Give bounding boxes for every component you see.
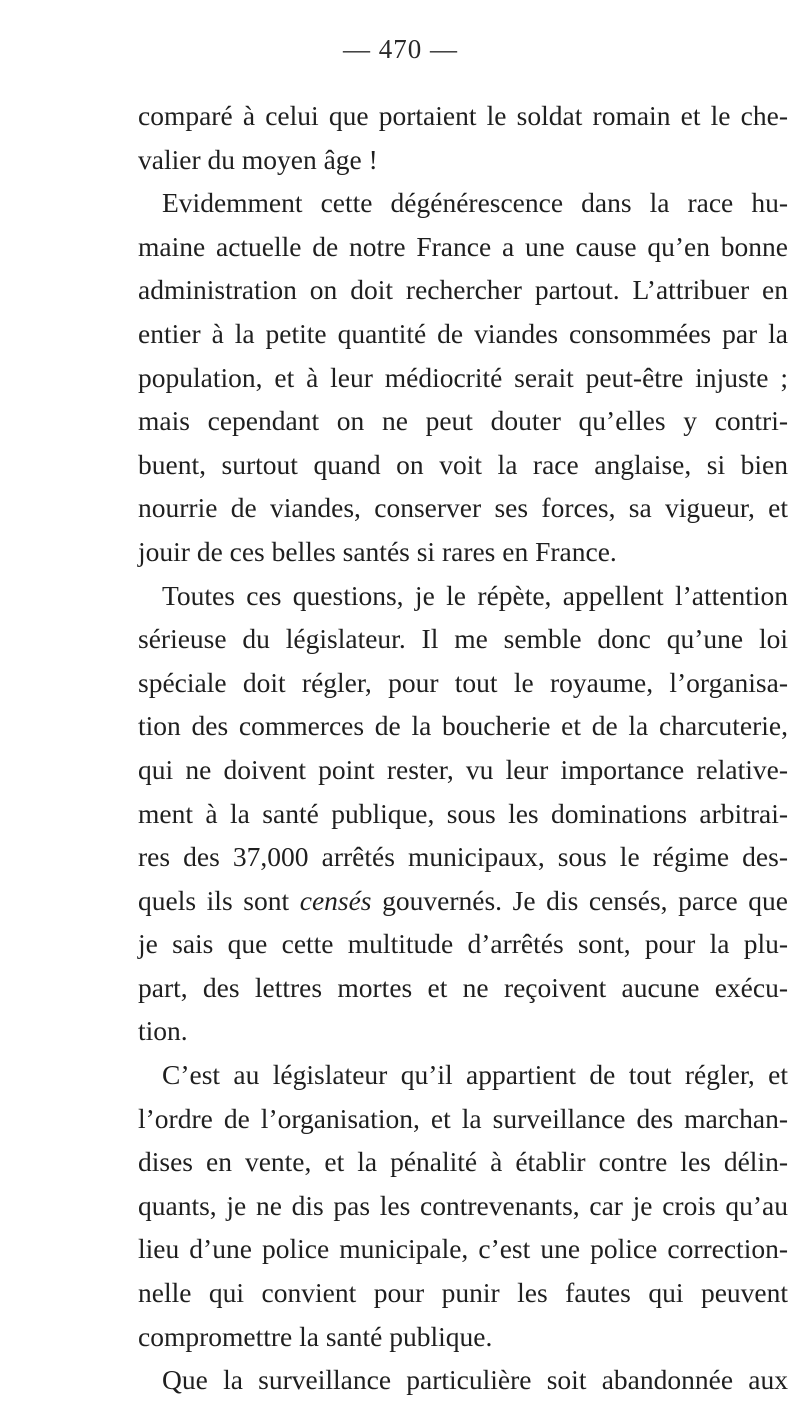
text-line: entier à la petite quantité de viandes consommées par la <box>138 317 788 349</box>
text-line: nourrie de viandes, conserver ses forces, sa vigueur, et <box>138 492 788 524</box>
text-line: administration on doit rechercher partout. L’attribuer en <box>138 274 788 306</box>
text-line: part, des lettres mortes et ne reçoivent aucune exécu- <box>138 971 788 1003</box>
text-line: maine actuelle de notre France a une cause qu’en bonne <box>138 230 788 262</box>
body-text <box>138 94 788 1402</box>
text-line: C’est au législateur qu’il appartient de tout régler, et <box>162 1059 788 1091</box>
text-line: valier du moyen âge ! <box>138 143 378 175</box>
text-line: tion. <box>138 1015 188 1047</box>
italic-word: censés <box>299 884 372 916</box>
text-line: comparé à celui que portaient le soldat romain et le che- <box>138 100 788 131</box>
text-line <box>138 879 788 923</box>
text-line: je sais que cette multitude d’arrêtés sont, pour la plu- <box>138 928 788 960</box>
text-line: buent, surtout quand on voit la race anglaise, si bien <box>138 448 788 480</box>
text-line: mais cependant on ne peut douter qu’elles y contri- <box>138 405 788 437</box>
text-line: quants, je ne dis pas les contrevenants, car je crois qu’au <box>138 1189 788 1221</box>
text-segment: quels ils sont <box>138 884 300 916</box>
text-segment: gouvernés. Je dis censés, parce que <box>371 884 788 916</box>
text-line: sérieuse du législateur. Il me semble donc qu’une loi <box>138 623 788 655</box>
text-line: nelle qui convient pour punir les fautes qui peuvent <box>138 1277 788 1309</box>
text-line: compromettre la santé publique. <box>138 1320 493 1352</box>
text-line: Toutes ces questions, je le répète, appellent l’attention <box>162 579 788 611</box>
text-line: tion des commerces de la boucherie et de la charcuterie, <box>138 710 788 742</box>
page-number: — 470 — <box>343 34 458 64</box>
text-line: l’ordre de l’organisation, et la surveillance des marchan- <box>138 1102 788 1134</box>
text-line: qui ne doivent point rester, vu leur importance relative- <box>138 753 788 785</box>
text-line: population, et à leur médiocrité serait peut-être injuste ; <box>138 361 788 393</box>
text-line: Que la surveillance particulière soit abandonnée aux <box>162 1364 788 1396</box>
text-line: ment à la santé publique, sous les dominations arbitrai- <box>138 797 788 829</box>
text-line: res des 37,000 arrêtés municipaux, sous le régime des- <box>138 841 788 873</box>
text-line: lieu d’une police municipale, c’est une police correction- <box>138 1233 788 1265</box>
text-line: Evidemment cette dégénérescence dans la race hu- <box>162 187 788 219</box>
text-line: dises en vente, et la pénalité à établir contre les délin- <box>138 1146 788 1178</box>
text-line: jouir de ces belles santés si rares en France. <box>138 535 617 567</box>
text-line: spéciale doit régler, pour tout le royaume, l’organisa- <box>138 666 788 698</box>
